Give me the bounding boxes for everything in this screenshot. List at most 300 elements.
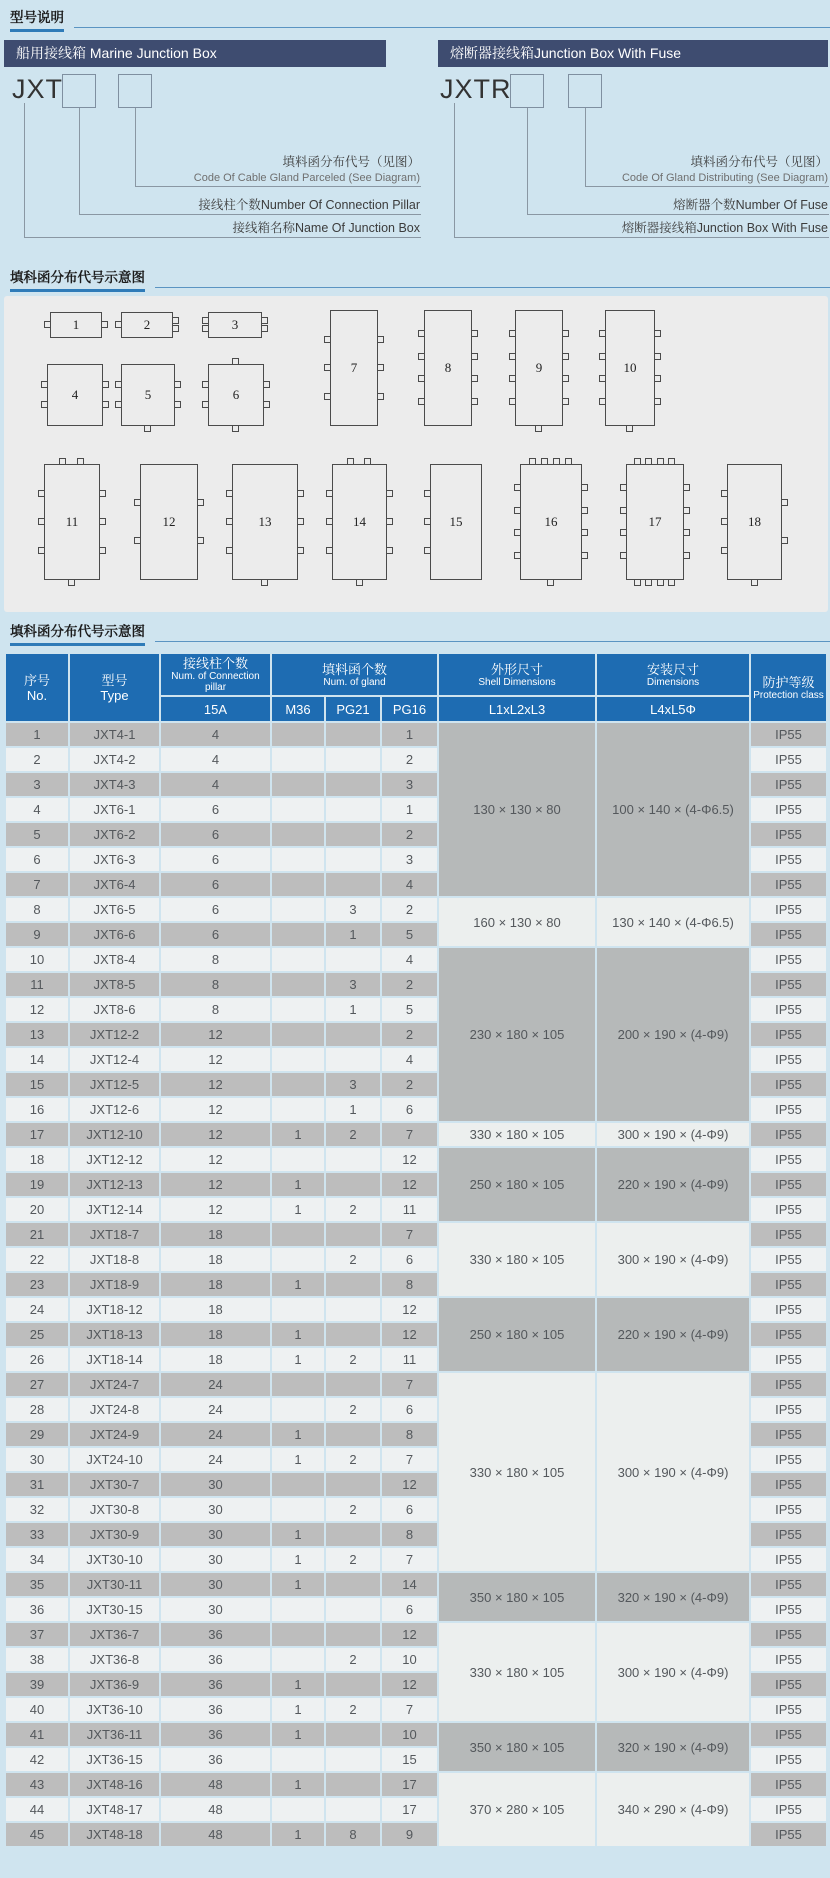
subheader-pg16: PG16 <box>382 697 437 721</box>
gland-stub <box>261 325 268 332</box>
cell-m36 <box>272 898 324 921</box>
cell-no: 3 <box>6 773 68 796</box>
cell-shell-dimensions: 130 × 130 × 80 <box>439 723 595 896</box>
gland-stub <box>364 458 371 465</box>
cell-15a: 36 <box>161 1723 270 1746</box>
cell-shell-dimensions: 330 × 180 × 105 <box>439 1123 595 1146</box>
cell-m36: 1 <box>272 1448 324 1471</box>
cell-m36 <box>272 923 324 946</box>
cell-m36 <box>272 1223 324 1246</box>
cell-pg21 <box>326 1023 380 1046</box>
gland-stub <box>324 393 331 400</box>
title-rule-line <box>155 287 830 288</box>
table-row <box>6 1298 826 1321</box>
cell-shell-dimensions: 330 × 180 × 105 <box>439 1373 595 1571</box>
cell-15a: 6 <box>161 823 270 846</box>
cell-m36 <box>272 1048 324 1071</box>
cell-pg21: 8 <box>326 1823 380 1846</box>
cell-15a: 12 <box>161 1173 270 1196</box>
cell-pg21 <box>326 748 380 771</box>
cell-m36 <box>272 1248 324 1271</box>
gland-box-12 <box>140 464 198 580</box>
gland-stub <box>541 458 548 465</box>
gland-stub <box>529 458 536 465</box>
gland-stub <box>683 552 690 559</box>
gland-stub <box>226 490 233 497</box>
gland-box-number: 15 <box>449 514 463 529</box>
gland-stub <box>581 552 588 559</box>
cell-protection: IP55 <box>751 848 826 871</box>
cell-m36: 1 <box>272 1173 324 1196</box>
cell-pg21 <box>326 1298 380 1321</box>
cell-protection: IP55 <box>751 723 826 746</box>
cell-m36 <box>272 1623 324 1646</box>
cell-15a: 48 <box>161 1823 270 1846</box>
cell-pg21 <box>326 1473 380 1496</box>
cell-no: 33 <box>6 1523 68 1546</box>
gland-stub <box>232 358 239 365</box>
gland-stub <box>668 458 675 465</box>
gland-box-number: 13 <box>258 514 272 529</box>
cell-type: JXT12-10 <box>70 1123 159 1146</box>
cell-pg16: 4 <box>382 1048 437 1071</box>
cell-15a: 30 <box>161 1498 270 1521</box>
gland-stub <box>197 537 204 544</box>
cell-pg16: 14 <box>382 1573 437 1596</box>
cell-type: JXT12-14 <box>70 1198 159 1221</box>
cell-protection: IP55 <box>751 1098 826 1121</box>
cell-15a: 30 <box>161 1573 270 1596</box>
cell-type: JXT24-10 <box>70 1448 159 1471</box>
cell-type: JXT8-4 <box>70 948 159 971</box>
cell-15a: 8 <box>161 973 270 996</box>
cell-protection: IP55 <box>751 1473 826 1496</box>
cell-pg16: 6 <box>382 1598 437 1621</box>
cell-protection: IP55 <box>751 1148 826 1171</box>
cell-no: 44 <box>6 1798 68 1821</box>
gland-diagram-panel <box>4 296 828 612</box>
gland-stub <box>59 458 66 465</box>
gland-stub <box>634 579 641 586</box>
table-row <box>6 1773 826 1796</box>
cell-pg16: 11 <box>382 1198 437 1221</box>
cell-type: JXT18-12 <box>70 1298 159 1321</box>
cell-m36: 1 <box>272 1273 324 1296</box>
cell-no: 5 <box>6 823 68 846</box>
cell-15a: 18 <box>161 1223 270 1246</box>
cell-mount-dimensions: 300 × 190 × (4-Φ9) <box>597 1623 749 1721</box>
cell-protection: IP55 <box>751 1348 826 1371</box>
gland-stub <box>634 458 641 465</box>
gland-box-number: 17 <box>648 514 662 529</box>
gland-stub <box>471 353 478 360</box>
gland-stub <box>38 518 45 525</box>
gland-stub <box>115 401 122 408</box>
cell-protection: IP55 <box>751 1573 826 1596</box>
cell-pg16: 4 <box>382 873 437 896</box>
gland-stub <box>620 484 627 491</box>
gland-stub <box>324 336 331 343</box>
cell-15a: 18 <box>161 1298 270 1321</box>
label-gland-code: 填料函分布代号（见图） Code Of Cable Gland Parceled (See Diagram) <box>193 155 420 184</box>
cell-protection: IP55 <box>751 1173 826 1196</box>
cell-m36 <box>272 1098 324 1121</box>
cell-protection: IP55 <box>751 773 826 796</box>
gland-stub <box>418 398 425 405</box>
cell-protection: IP55 <box>751 1673 826 1696</box>
table-row <box>6 1373 826 1396</box>
cell-15a: 24 <box>161 1448 270 1471</box>
section-title-spec-table <box>10 620 145 642</box>
cell-pg21 <box>326 1598 380 1621</box>
cell-type: JXT12-2 <box>70 1023 159 1046</box>
gland-box-15 <box>430 464 482 580</box>
section-title-text: 填科函分布代号示意图 <box>10 620 145 646</box>
cell-protection: IP55 <box>751 1748 826 1771</box>
gland-stub <box>509 330 516 337</box>
cell-protection: IP55 <box>751 1723 826 1746</box>
section-title-model-description <box>10 6 64 28</box>
cell-15a: 18 <box>161 1248 270 1271</box>
cell-m36 <box>272 1373 324 1396</box>
gland-stub <box>38 490 45 497</box>
gland-box-number: 18 <box>748 514 761 529</box>
gland-stub <box>424 490 431 497</box>
cell-type: JXT36-8 <box>70 1648 159 1671</box>
cell-pg21: 2 <box>326 1448 380 1471</box>
cell-m36 <box>272 1073 324 1096</box>
cell-no: 9 <box>6 923 68 946</box>
cell-no: 30 <box>6 1448 68 1471</box>
gland-stub <box>683 529 690 536</box>
gland-stub <box>377 336 384 343</box>
header-protection-class: 防护等级 Protection class <box>751 654 826 721</box>
cell-pg21 <box>326 1148 380 1171</box>
cell-type: JXT30-7 <box>70 1473 159 1496</box>
cell-shell-dimensions: 350 × 180 × 105 <box>439 1723 595 1771</box>
title-rule-line <box>74 27 830 28</box>
cell-type: JXT18-13 <box>70 1323 159 1346</box>
cell-no: 17 <box>6 1123 68 1146</box>
cell-protection: IP55 <box>751 873 826 896</box>
cell-type: JXT6-1 <box>70 798 159 821</box>
cell-15a: 6 <box>161 848 270 871</box>
gland-stub <box>44 321 51 328</box>
cell-m36 <box>272 1498 324 1521</box>
gland-stub <box>721 547 728 554</box>
cell-type: JXT36-7 <box>70 1623 159 1646</box>
cell-shell-dimensions: 160 × 130 × 80 <box>439 898 595 946</box>
cell-type: JXT4-3 <box>70 773 159 796</box>
cell-m36: 1 <box>272 1823 324 1846</box>
gland-stub <box>424 518 431 525</box>
cell-no: 27 <box>6 1373 68 1396</box>
cell-protection: IP55 <box>751 1648 826 1671</box>
cell-no: 21 <box>6 1223 68 1246</box>
cell-no: 29 <box>6 1423 68 1446</box>
gland-stub <box>645 579 652 586</box>
cell-m36: 1 <box>272 1773 324 1796</box>
gland-stub <box>41 381 48 388</box>
gland-stub <box>202 381 209 388</box>
gland-stub <box>226 547 233 554</box>
cell-protection: IP55 <box>751 1023 826 1046</box>
gland-box-9 <box>515 310 563 426</box>
gland-box-2 <box>121 312 173 338</box>
cell-m36 <box>272 973 324 996</box>
gland-stub <box>77 458 84 465</box>
gland-stub <box>562 330 569 337</box>
subheader-l1l2l3: L1xL2xL3 <box>439 697 595 721</box>
cell-pg16: 7 <box>382 1123 437 1146</box>
gland-stub <box>115 321 122 328</box>
gland-stub <box>261 317 268 324</box>
label-box-name: 接线箱名称Name Of Junction Box <box>232 221 420 235</box>
cell-no: 20 <box>6 1198 68 1221</box>
cell-no: 37 <box>6 1623 68 1646</box>
cell-pg16: 10 <box>382 1648 437 1671</box>
cell-pg16: 12 <box>382 1673 437 1696</box>
cell-no: 18 <box>6 1148 68 1171</box>
cell-type: JXT6-6 <box>70 923 159 946</box>
gland-stub <box>424 547 431 554</box>
gland-stub <box>41 401 48 408</box>
cell-type: JXT30-9 <box>70 1523 159 1546</box>
cell-type: JXT36-9 <box>70 1673 159 1696</box>
cell-15a: 36 <box>161 1748 270 1771</box>
cell-15a: 24 <box>161 1423 270 1446</box>
cell-no: 34 <box>6 1548 68 1571</box>
gland-stub <box>297 518 304 525</box>
gland-stub <box>326 547 333 554</box>
gland-box-number: 16 <box>544 514 558 529</box>
cell-m36: 1 <box>272 1323 324 1346</box>
cell-mount-dimensions: 320 × 190 × (4-Φ9) <box>597 1573 749 1621</box>
cell-15a: 48 <box>161 1798 270 1821</box>
cell-no: 1 <box>6 723 68 746</box>
cell-15a: 36 <box>161 1623 270 1646</box>
label-fuse-count: 熔断器个数Number Of Fuse <box>673 198 828 212</box>
cell-15a: 4 <box>161 748 270 771</box>
gland-stub <box>386 490 393 497</box>
cell-15a: 12 <box>161 1073 270 1096</box>
gland-stub <box>202 317 209 324</box>
cell-pg16: 17 <box>382 1773 437 1796</box>
cell-m36: 1 <box>272 1198 324 1221</box>
cell-protection: IP55 <box>751 923 826 946</box>
gland-stub <box>509 398 516 405</box>
gland-stub <box>668 579 675 586</box>
gland-box-number: 1 <box>72 317 80 332</box>
cell-protection: IP55 <box>751 1823 826 1846</box>
gland-stub <box>347 458 354 465</box>
header-no: 序号 No. <box>6 654 68 721</box>
cell-m36 <box>272 1798 324 1821</box>
cell-15a: 12 <box>161 1123 270 1146</box>
cell-type: JXT36-10 <box>70 1698 159 1721</box>
cell-protection: IP55 <box>751 1323 826 1346</box>
cell-pg16: 1 <box>382 798 437 821</box>
cell-pg21 <box>326 1273 380 1296</box>
cell-pg16: 5 <box>382 923 437 946</box>
cell-type: JXT24-8 <box>70 1398 159 1421</box>
cell-pg21 <box>326 723 380 746</box>
cell-type: JXT36-11 <box>70 1723 159 1746</box>
gland-box-number: 9 <box>535 360 543 375</box>
cell-m36 <box>272 1648 324 1671</box>
gland-stub <box>324 364 331 371</box>
cell-pg16: 6 <box>382 1248 437 1271</box>
cell-type: JXT18-14 <box>70 1348 159 1371</box>
gland-stub <box>657 579 664 586</box>
table-row <box>6 948 826 971</box>
cell-protection: IP55 <box>751 898 826 921</box>
cell-no: 6 <box>6 848 68 871</box>
cell-type: JXT36-15 <box>70 1748 159 1771</box>
gland-box-number: 7 <box>350 360 358 375</box>
gland-box-number: 2 <box>143 317 151 332</box>
cell-pg21: 1 <box>326 923 380 946</box>
cell-m36 <box>272 1598 324 1621</box>
cell-15a: 18 <box>161 1348 270 1371</box>
gland-stub <box>581 484 588 491</box>
cell-pg21 <box>326 798 380 821</box>
cell-shell-dimensions: 250 × 180 × 105 <box>439 1298 595 1371</box>
cell-15a: 6 <box>161 798 270 821</box>
cell-15a: 36 <box>161 1698 270 1721</box>
cell-type: JXT12-12 <box>70 1148 159 1171</box>
cell-pg21: 1 <box>326 1098 380 1121</box>
cell-pg21 <box>326 1573 380 1596</box>
cell-mount-dimensions: 320 × 190 × (4-Φ9) <box>597 1723 749 1771</box>
cell-pg16: 12 <box>382 1298 437 1321</box>
cell-pg16: 2 <box>382 748 437 771</box>
gland-stub <box>356 579 363 586</box>
cell-m36: 1 <box>272 1723 324 1746</box>
cell-mount-dimensions: 340 × 290 × (4-Φ9) <box>597 1773 749 1846</box>
cell-no: 36 <box>6 1598 68 1621</box>
gland-box-number: 6 <box>232 387 240 402</box>
subheader-l4l5: L4xL5Φ <box>597 697 749 721</box>
cell-m36 <box>272 773 324 796</box>
gland-stub <box>263 381 270 388</box>
table-row <box>6 1123 826 1146</box>
cell-pg16: 8 <box>382 1273 437 1296</box>
cell-m36: 1 <box>272 1548 324 1571</box>
cell-pg16: 15 <box>382 1748 437 1771</box>
cell-no: 32 <box>6 1498 68 1521</box>
cell-type: JXT6-5 <box>70 898 159 921</box>
cell-pg21 <box>326 773 380 796</box>
cell-pg21 <box>326 1173 380 1196</box>
cell-protection: IP55 <box>751 1073 826 1096</box>
cell-pg21 <box>326 1673 380 1696</box>
cell-no: 8 <box>6 898 68 921</box>
spec-table-body <box>6 723 826 1846</box>
gland-stub <box>418 330 425 337</box>
gland-stub <box>202 325 209 332</box>
gland-stub <box>174 381 181 388</box>
cell-type: JXT30-15 <box>70 1598 159 1621</box>
cell-protection: IP55 <box>751 1298 826 1321</box>
cell-protection: IP55 <box>751 1448 826 1471</box>
cell-15a: 18 <box>161 1273 270 1296</box>
cell-type: JXT24-9 <box>70 1423 159 1446</box>
cell-type: JXT12-5 <box>70 1073 159 1096</box>
cell-type: JXT18-9 <box>70 1273 159 1296</box>
cell-pg16: 12 <box>382 1473 437 1496</box>
label-fuse-box-name: 熔断器接线箱Junction Box With Fuse <box>621 221 828 235</box>
gland-stub <box>297 547 304 554</box>
gland-stub <box>377 364 384 371</box>
cell-no: 23 <box>6 1273 68 1296</box>
cell-type: JXT12-4 <box>70 1048 159 1071</box>
cell-15a: 4 <box>161 723 270 746</box>
cell-pg16: 2 <box>382 823 437 846</box>
cell-m36 <box>272 723 324 746</box>
gland-stub <box>99 490 106 497</box>
gland-stub <box>115 381 122 388</box>
cell-15a: 12 <box>161 1023 270 1046</box>
cell-no: 12 <box>6 998 68 1021</box>
cell-pg16: 12 <box>382 1323 437 1346</box>
gland-stub <box>654 375 661 382</box>
cell-shell-dimensions: 230 × 180 × 105 <box>439 948 595 1121</box>
gland-stub <box>102 401 109 408</box>
cell-no: 16 <box>6 1098 68 1121</box>
cell-type: JXT6-4 <box>70 873 159 896</box>
cell-no: 22 <box>6 1248 68 1271</box>
cell-pg21: 2 <box>326 1198 380 1221</box>
cell-pg16: 17 <box>382 1798 437 1821</box>
cell-pg21: 2 <box>326 1398 380 1421</box>
gland-stub <box>683 484 690 491</box>
gland-stub <box>174 401 181 408</box>
cell-pg16: 12 <box>382 1148 437 1171</box>
cell-pg21 <box>326 1048 380 1071</box>
cell-type: JXT48-16 <box>70 1773 159 1796</box>
gland-box-16 <box>520 464 582 580</box>
cell-m36: 1 <box>272 1573 324 1596</box>
cell-pg21: 2 <box>326 1698 380 1721</box>
cell-mount-dimensions: 220 × 190 × (4-Φ9) <box>597 1148 749 1221</box>
cell-pg21 <box>326 1723 380 1746</box>
gland-stub <box>418 375 425 382</box>
cell-no: 45 <box>6 1823 68 1846</box>
cell-no: 26 <box>6 1348 68 1371</box>
cell-type: JXT6-2 <box>70 823 159 846</box>
cell-type: JXT24-7 <box>70 1373 159 1396</box>
cell-no: 13 <box>6 1023 68 1046</box>
cell-m36 <box>272 748 324 771</box>
gland-stub <box>326 490 333 497</box>
cell-pg16: 7 <box>382 1373 437 1396</box>
cell-protection: IP55 <box>751 1548 826 1571</box>
cell-no: 10 <box>6 948 68 971</box>
cell-pg16: 3 <box>382 848 437 871</box>
gland-stub <box>781 537 788 544</box>
gland-stub <box>101 321 108 328</box>
cell-mount-dimensions: 220 × 190 × (4-Φ9) <box>597 1298 749 1371</box>
table-row <box>6 1723 826 1746</box>
cell-no: 19 <box>6 1173 68 1196</box>
cell-protection: IP55 <box>751 998 826 1021</box>
gland-stub <box>99 518 106 525</box>
cell-m36 <box>272 873 324 896</box>
gland-stub <box>599 353 606 360</box>
cell-pg21 <box>326 848 380 871</box>
cell-m36 <box>272 998 324 1021</box>
